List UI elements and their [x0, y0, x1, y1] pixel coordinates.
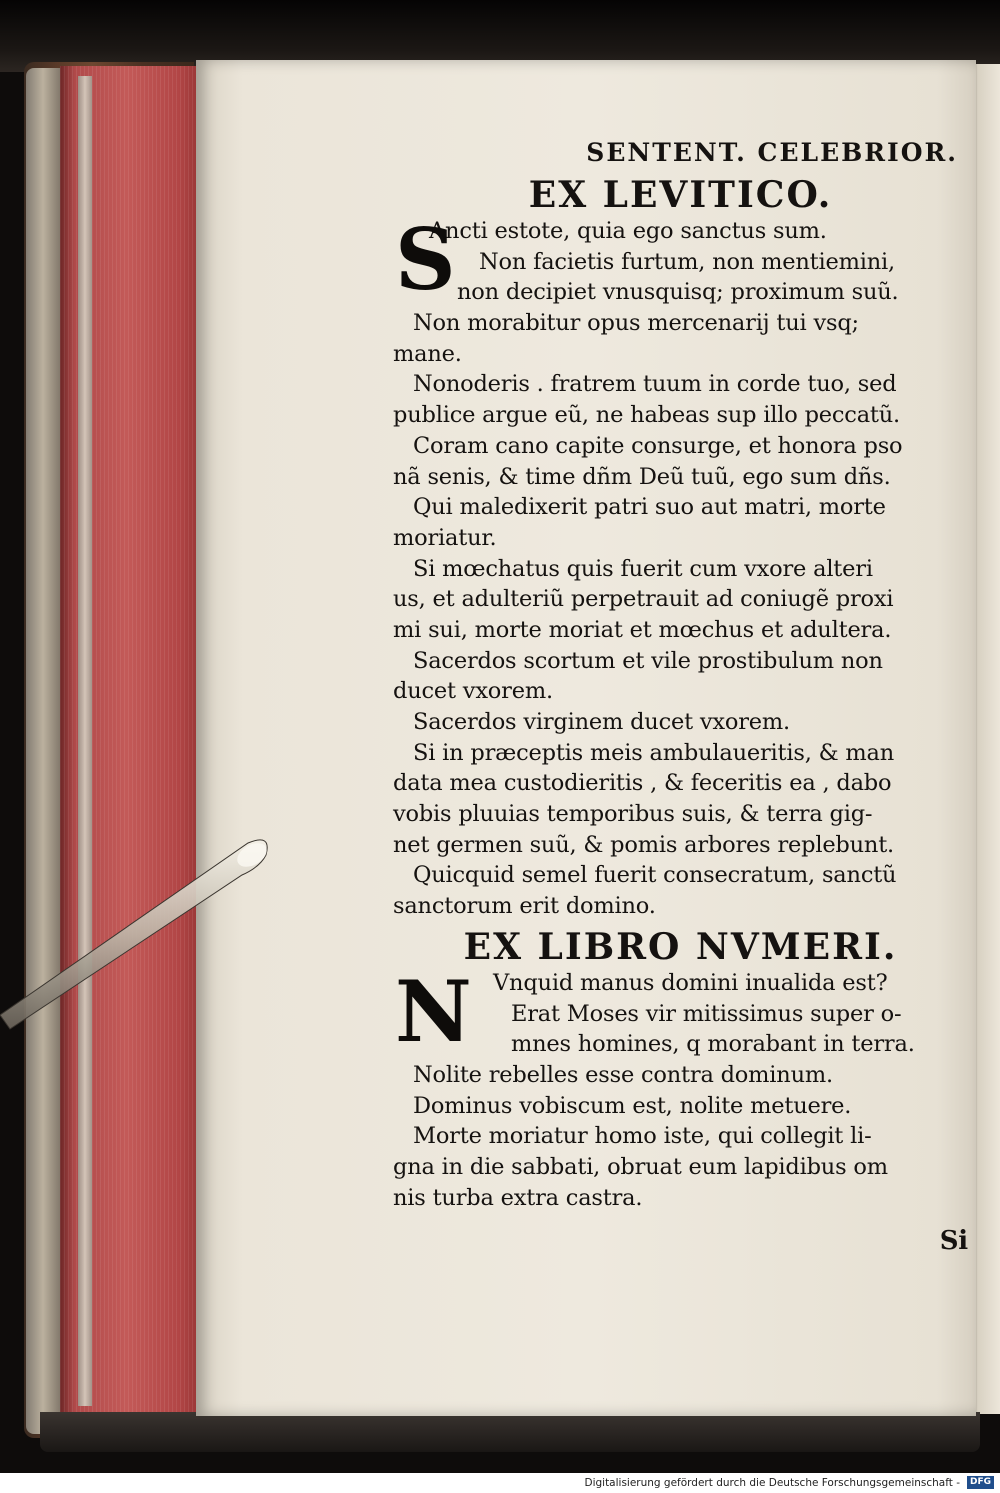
text-line: Nonoderis . fratrem tuum in corde tuo, sed: [413, 371, 897, 398]
section-levitico: [393, 210, 968, 922]
text-line: Dominus vobiscum est, nolite metuere.: [413, 1092, 852, 1119]
dfg-logo: DFG: [967, 1476, 994, 1489]
text-line: moriatur.: [393, 524, 497, 551]
page-text: [393, 132, 968, 1257]
text-line: us, et adulteriũ perpetrauit ad coniugẽ proxi: [393, 586, 894, 613]
section-heading-levitico: EX LEVITICO.: [528, 174, 833, 216]
book-bottom: [40, 1412, 980, 1452]
text-line: Coram cano capite consurge, et honora pso: [413, 432, 903, 459]
red-page-edges: [60, 66, 208, 1418]
text-line: vobis pluuias temporibus suis, & terra gig-: [393, 801, 873, 828]
text-line: mane.: [393, 340, 462, 367]
catchword: Si: [939, 1226, 968, 1257]
text-line: mi sui, morte moriat et mœchus et adultera.: [393, 616, 892, 643]
text-line: Si in præceptis meis ambulaueritis, & man: [413, 739, 895, 766]
text-line: Erat Moses vir mitissimus super o-: [511, 1000, 902, 1027]
footer-bar: [0, 1473, 1000, 1493]
text-line: Nolite rebelles esse contra dominum.: [413, 1061, 833, 1088]
text-line: non decipiet vnusquisq; proximum suũ.: [457, 279, 899, 306]
text-line: Sacerdos virginem ducet vxorem.: [413, 709, 791, 735]
drop-cap-n: N: [395, 961, 472, 1061]
text-line: gna in die sabbati, obruat eum lapidibus om: [393, 1153, 888, 1180]
text-line: nis turba extra castra.: [393, 1184, 643, 1211]
text-line: data mea custodieritis , & feceritis ea , dabo: [393, 770, 892, 797]
cover-edge: [26, 68, 60, 1434]
text-line: Sacerdos scortum et vile prostibulum non: [413, 647, 883, 674]
section-numeri: [393, 961, 968, 1214]
text-line: Qui maledixerit patri suo aut matri, morte: [413, 494, 886, 521]
text-line: publice argue eũ, ne habeas sup illo peccatũ.: [393, 402, 900, 429]
footer-credit: Digitalisierung gefördert durch die Deutsche Forschungsgemeinschaft -: [584, 1477, 960, 1489]
text-line: ducet vxorem.: [393, 678, 553, 705]
drop-cap-s: S: [395, 210, 456, 309]
text-line: Quicquid semel fuerit consecratum, sanctũ: [413, 862, 897, 889]
text-line: Non facietis furtum, non mentiemini,: [479, 248, 895, 275]
text-line: Vnquid manus domini inualida est?: [493, 969, 888, 996]
running-head: SENTENT. CELEBRIOR.: [586, 138, 958, 167]
text-line: mnes homines, q morabant in terra.: [511, 1031, 915, 1058]
text-line: Morte moriatur homo iste, qui collegit li-: [413, 1123, 872, 1150]
text-line: Non morabitur opus mercenarij tui vsq;: [413, 310, 859, 337]
text-line: Ancti estote, quia ego sanctus sum.: [429, 218, 827, 244]
text-line: nã senis, & time dñm Deũ tuũ, ego sum dñs.: [393, 463, 891, 490]
text-line: sanctorum erit domino.: [393, 893, 656, 920]
text-line: net germen suũ, & pomis arbores replebunt.: [393, 831, 895, 858]
section-heading-numeri: EX LIBRO NVMERI.: [463, 925, 898, 968]
text-line: Si mœchatus quis fuerit cum vxore alteri: [413, 555, 873, 582]
